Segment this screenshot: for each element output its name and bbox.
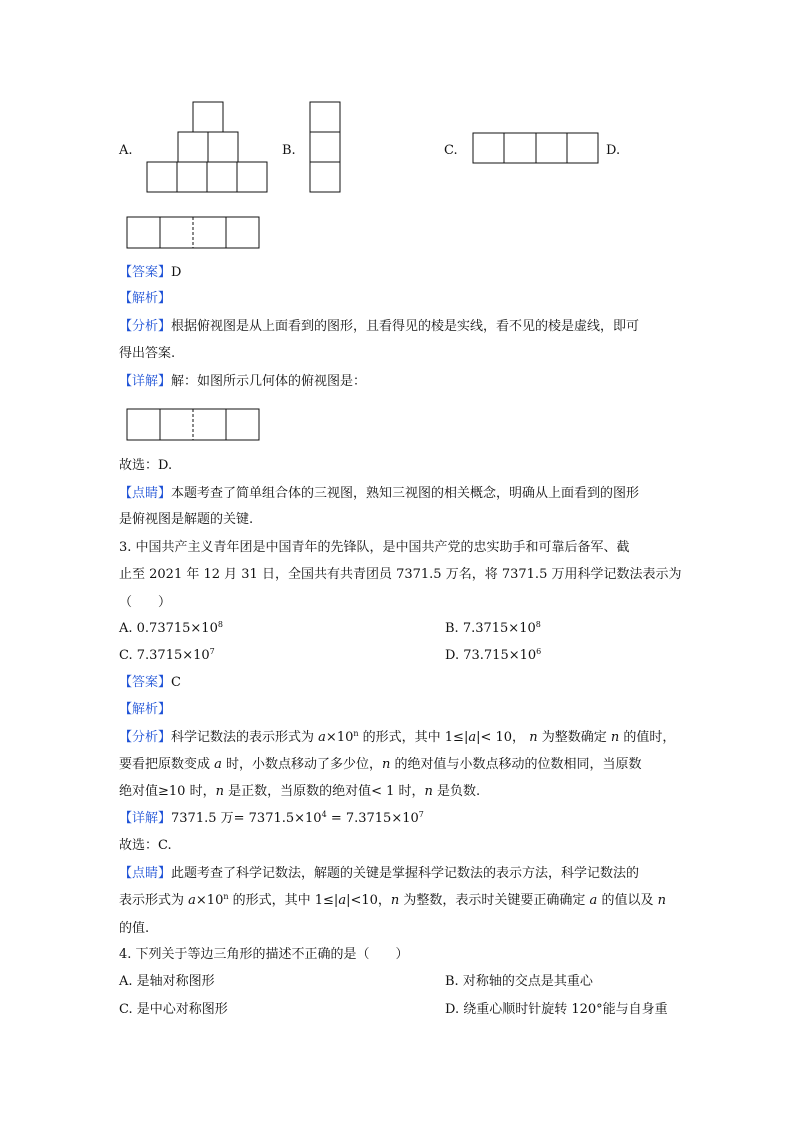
option-c-figure bbox=[472, 132, 600, 166]
q4-option-a: A. 是轴对称图形 bbox=[119, 974, 215, 989]
q3-option-a: A. $0.73715\times 10^8$ bbox=[119, 620, 223, 636]
q2-dianjing: 【点睛】本题考查了简单组合体的三视图，熟知三视图的相关概念，明确从上面看到的图形 bbox=[119, 486, 640, 501]
option-d-label: D. bbox=[606, 143, 621, 158]
q3-stem-3: （ ） bbox=[119, 595, 172, 610]
q3-fenxi-line2: 要看把原数变成 a 时，小数点移动了多少位，n 的绝对值与小数点移动的位数相同，当原数 bbox=[119, 757, 642, 772]
option-b-label: B. bbox=[282, 143, 296, 158]
q4-stem: 4. 下列关于等边三角形的描述不正确的是（ ） bbox=[119, 947, 409, 962]
option-a-label: A. bbox=[119, 143, 133, 158]
q3-option-b: B. $7.3715\times 10^8$ bbox=[445, 620, 541, 636]
q2-jiexi: 【解析】 bbox=[119, 291, 172, 306]
q3-answer: 【答案】C bbox=[119, 675, 181, 690]
q3-option-d: D. $73.715\times 10^6$ bbox=[445, 647, 542, 663]
q3-option-c: C. $7.3715\times 10^7$ bbox=[119, 647, 215, 663]
q4-option-d: D. 绕重心顺时针旋转 120°能与自身重 bbox=[445, 1002, 668, 1017]
q3-guxuan: 故选：C. bbox=[119, 838, 172, 853]
q4-option-c: C. 是中心对称图形 bbox=[119, 1002, 228, 1017]
q2-answer: 【答案】D bbox=[119, 265, 182, 280]
q3-dianjing-line2: 表示形式为 $a\times 10^n$ 的形式，其中 1≤|a|<10，n 为整数，表示时关键要正确确定 a 的值以及 n bbox=[119, 892, 666, 908]
q2-fenxi: 【分析】根据俯视图是从上面看到的图形，且看得见的棱是实线，看不见的棱是虚线，即可 bbox=[119, 319, 640, 334]
q3-fenxi: 【分析】科学记数法的表示形式为 $a\times 10^n$ 的形式，其中 1≤|a|< 10， n 为整数确定 n 的值时， bbox=[119, 729, 676, 745]
q3-dianjing-line3: 的值. bbox=[119, 921, 150, 936]
q3-xiangjie: 【详解】7371.5 万= $7371.5\times 10^4 = 7.3715\times 10^7$ bbox=[119, 810, 424, 826]
option-b-figure bbox=[309, 102, 343, 194]
q3-stem-2: 止至 2021 年 12 月 31 日，全国共有共青团员 7371.5 万名，将 7371.5 万用科学记数法表示为 bbox=[119, 567, 682, 582]
q3-stem-1: 3. 中国共产主义青年团是中国青年的先锋队，是中国共产党的忠实助手和可靠后备军、截 bbox=[119, 540, 630, 555]
q2-guxuan: 故选：D. bbox=[119, 458, 173, 473]
top-view-figure bbox=[126, 408, 262, 442]
q3-jiexi: 【解析】 bbox=[119, 702, 172, 717]
q4-option-b: B. 对称轴的交点是其重心 bbox=[445, 974, 593, 989]
q3-dianjing: 【点睛】此题考查了科学记数法，解题的关键是掌握科学记数法的表示方法，科学记数法的 bbox=[119, 866, 640, 881]
option-d-figure bbox=[126, 216, 262, 250]
q2-dianjing-cont: 是俯视图是解题的关键. bbox=[119, 512, 254, 527]
q2-fenxi-cont: 得出答案. bbox=[119, 346, 176, 361]
q2-xiangjie: 【详解】解：如图所示几何体的俯视图是： bbox=[119, 374, 367, 389]
q3-fenxi-line3: 绝对值≥10 时，n 是正数，当原数的绝对值< 1 时，n 是负数. bbox=[119, 784, 481, 799]
option-c-label: C. bbox=[444, 143, 458, 158]
option-a-figure bbox=[146, 102, 270, 194]
